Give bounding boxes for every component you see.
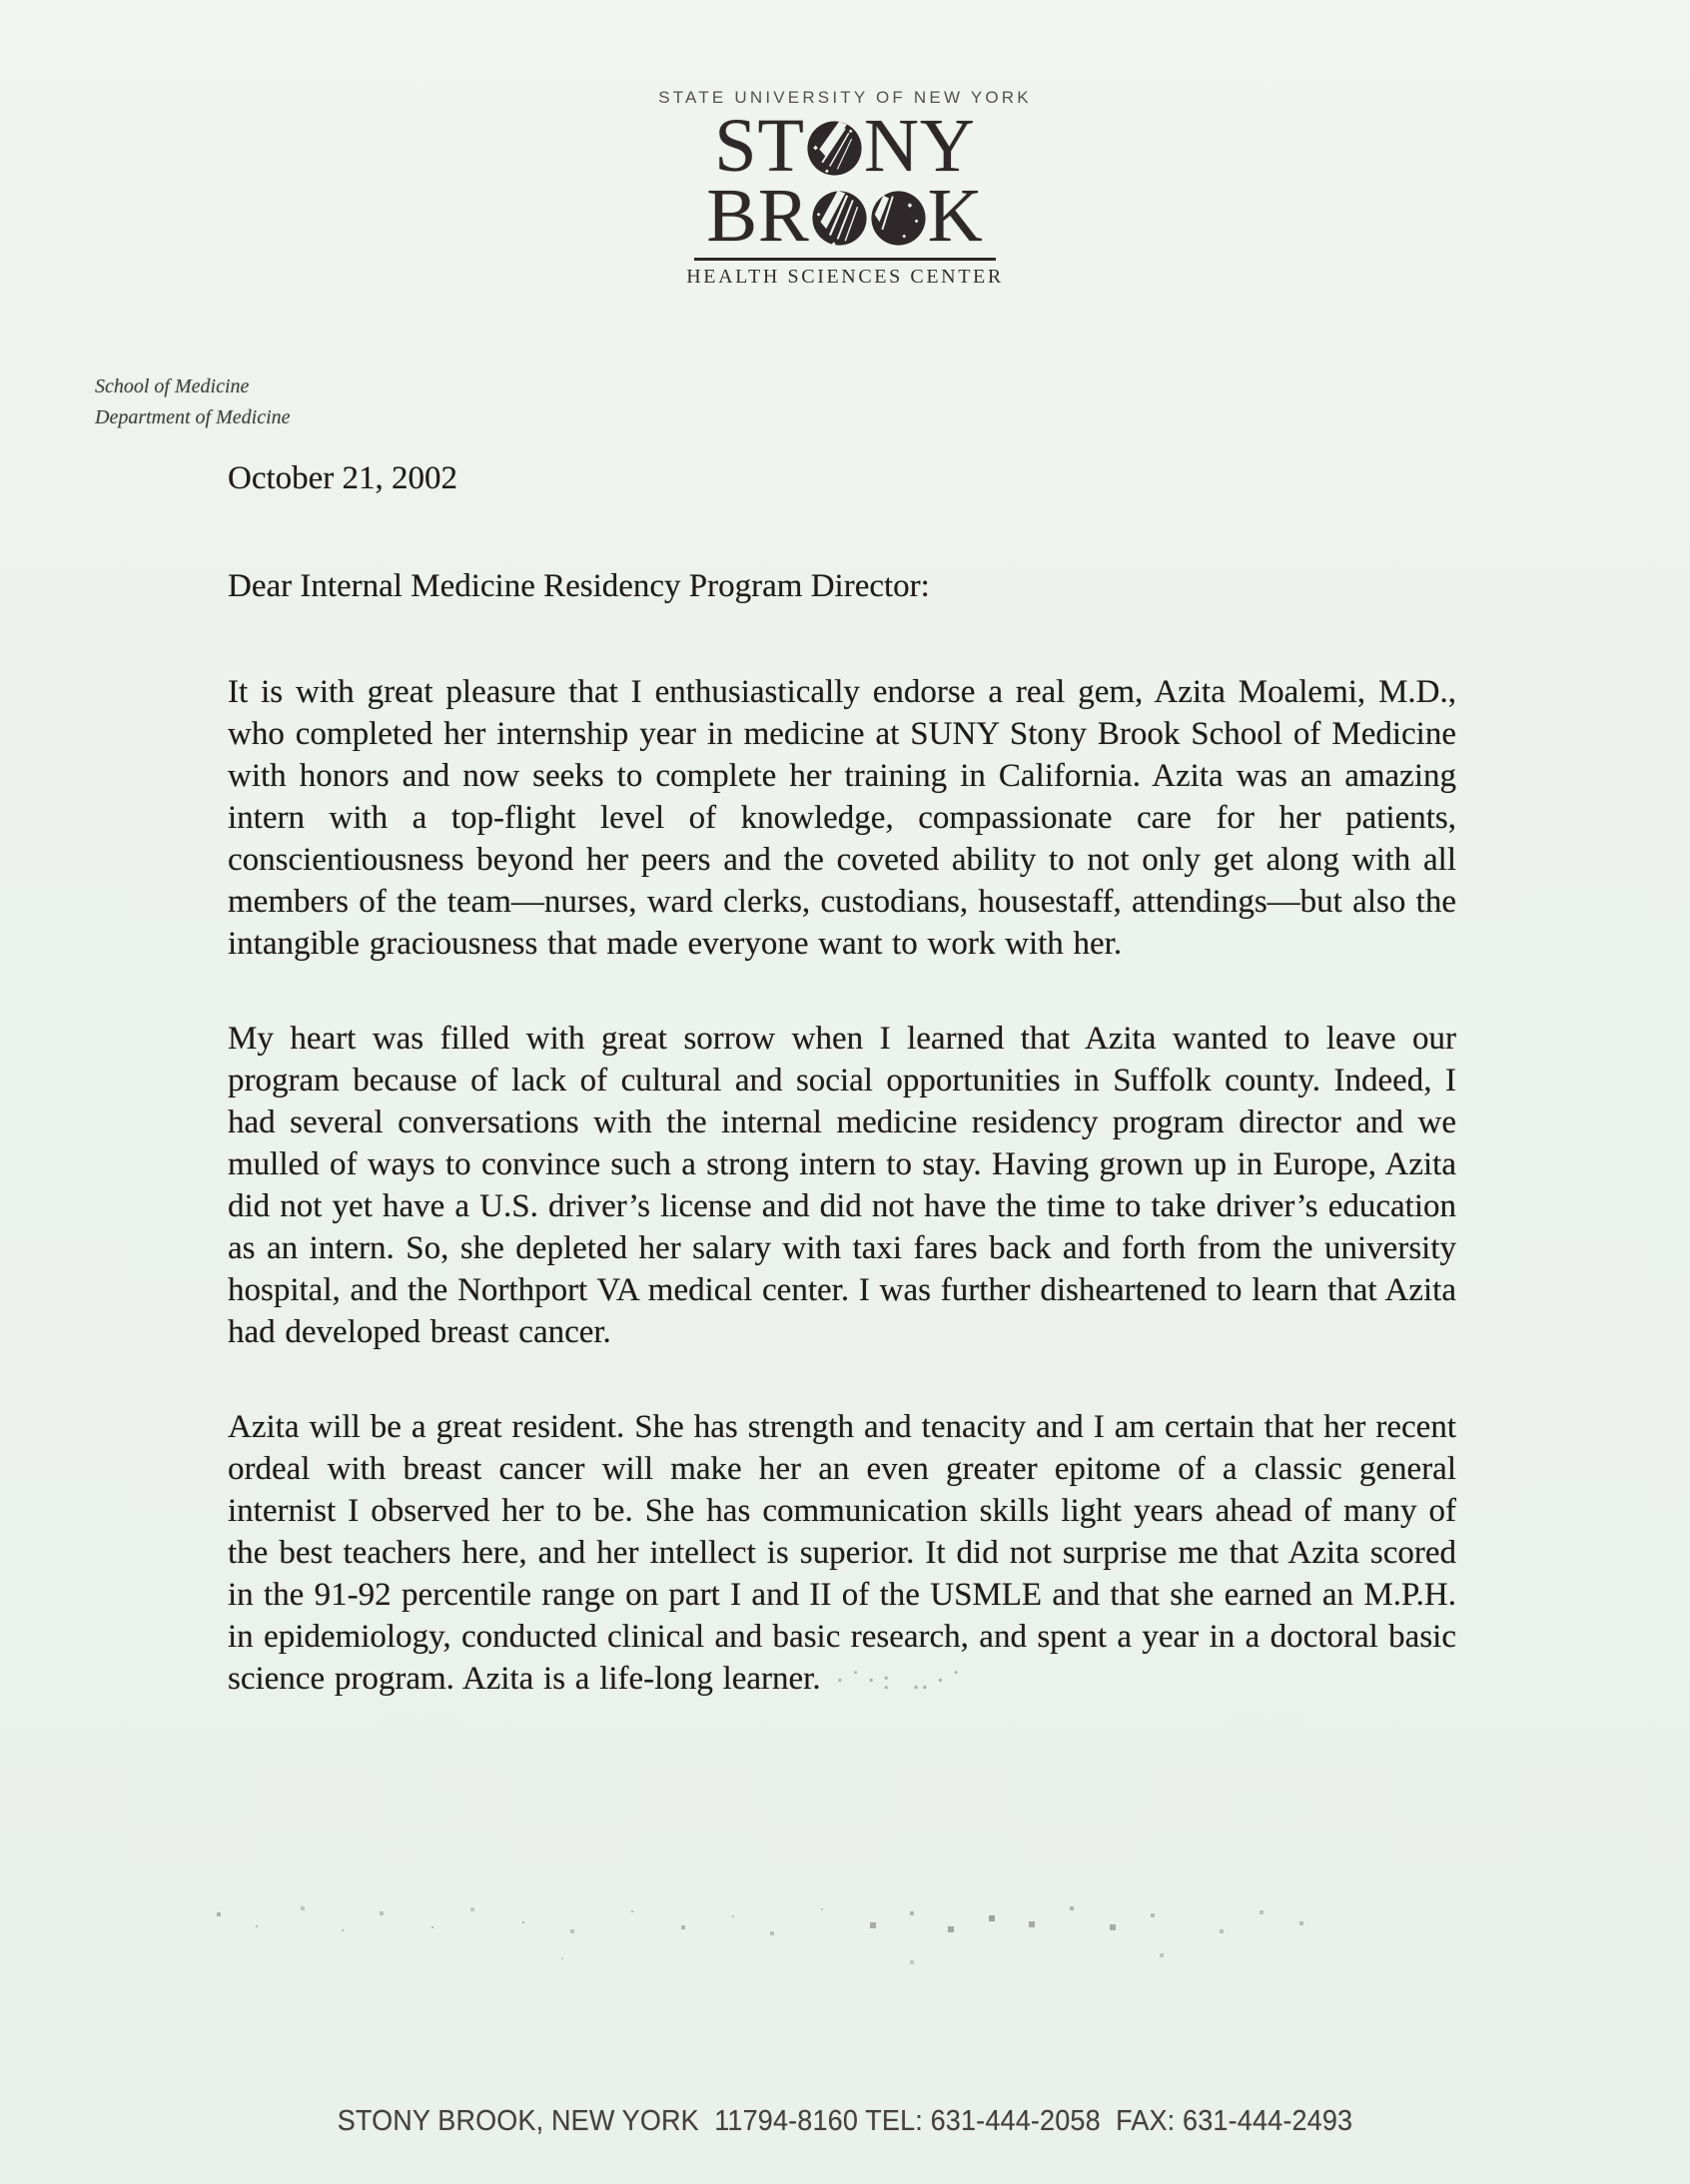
salutation: Dear Internal Medicine Residency Program Director:	[228, 568, 930, 604]
letter-date: October 21, 2002	[228, 460, 458, 496]
letter-body	[228, 457, 1456, 1702]
comet-o-icon	[811, 190, 868, 247]
wordmark-brook-pre: BR	[706, 173, 810, 258]
wordmark-stony-pre: ST	[714, 104, 805, 188]
school-of-medicine-line: School of Medicine	[95, 375, 250, 397]
paragraph-2: My heart was filled with great sorrow when I learned that Azita wanted to leave our program because of lack of cultural and social opportunities in Suffolk county. Indeed, I had several conversations with the internal medicine residency program director and we mulled of ways to convince such a strong intern to stay. Having grown up in Europe, Azita did not yet have a U.S. driver’s license and did not have the time to take driver’s education as an intern. So, she depleted her salary with taxi fares back and forth from the university hospital, and the Northport VA medical center. I was further disheartened to learn that Azita had developed breast cancer.	[228, 1021, 1456, 1350]
letterhead	[0, 88, 1690, 289]
scanner-smudge	[821, 1661, 968, 1697]
letterhead-divider	[694, 258, 996, 261]
university-name-line: STATE UNIVERSITY OF NEW YORK	[658, 88, 1032, 107]
wordmark-brook-post: K	[927, 173, 984, 258]
paragraph-3-text: Azita will be a great resident. She has strength and tenacity and I am certain that her recent ordeal with breast cancer will make her an even greater epitome of a classic general internist I observed her to be. She has communication skills light years ahead of many of the best teachers here, and her intellect is superior. It did not surprise me that Azita scored in the 91-92 percentile range on part I and II of the USMLE and that she earned an M.P.H. in epidemiology, conducted clinical and basic research, and spent a year in a doctoral basic science program. Azita is a life-long learner.	[228, 1409, 1456, 1697]
wordmark-stony	[714, 104, 976, 188]
comet-o-icon	[806, 120, 863, 177]
scanner-noise	[210, 1899, 1338, 1969]
paragraph-1: It is with great pleasure that I enthusiastically endorse a real gem, Azita Moalemi, M.D., who completed her internship year in medicine at SUNY Stony Brook School of Medicine with honors and now seeks to complete her training in California. Azita was an amazing intern with a top-flight level of knowledge, compassionate care for her patients, conscientiousness beyond her peers and the coveted ability to not only get along with all members of the team—nurses, ward clerks, custodians, housestaff, attendings—but also the intangible graciousness that made everyone want to work with her.	[228, 674, 1456, 962]
paragraph-3	[228, 1406, 1456, 1702]
health-sciences-center-line: HEALTH SCIENCES CENTER	[686, 265, 1004, 288]
wordmark-brook	[706, 173, 984, 258]
wordmark-stony-post: NY	[863, 104, 976, 188]
department-of-medicine-line: Department of Medicine	[95, 406, 291, 428]
sender-block	[95, 371, 291, 433]
footer-address: STONY BROOK, NEW YORK 11794-8160 TEL: 631-444-2058 FAX: 631-444-2493	[337, 2105, 1353, 2137]
moon-o-icon	[870, 190, 927, 247]
